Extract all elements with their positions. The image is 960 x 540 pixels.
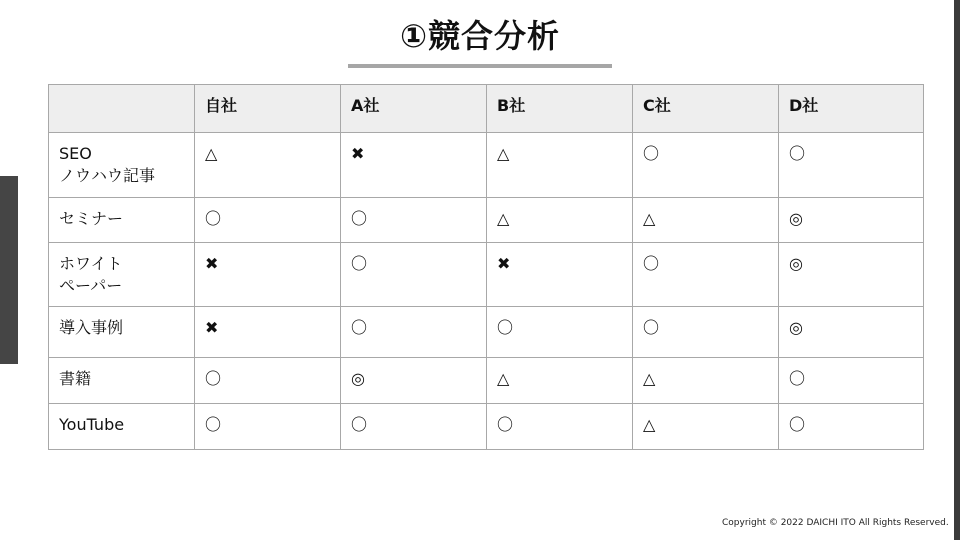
table-row: [49, 243, 924, 307]
rating-cell: [779, 243, 924, 307]
rating-mark: 〇: [643, 254, 660, 273]
rating-mark: ✖: [497, 254, 511, 273]
rating-mark: △: [643, 415, 656, 434]
row-label: 書籍: [49, 358, 195, 404]
rating-cell: [341, 307, 487, 358]
rating-cell: [195, 307, 341, 358]
rating-mark: 〇: [789, 369, 806, 388]
rating-mark: △: [497, 144, 510, 163]
rating-cell: [487, 198, 633, 243]
rating-cell: [195, 358, 341, 404]
rating-mark: 〇: [205, 415, 222, 434]
rating-mark: ◎: [351, 369, 365, 388]
row-label: YouTube: [49, 404, 195, 450]
rating-cell: [779, 307, 924, 358]
rating-cell: [341, 243, 487, 307]
title-underline: [348, 64, 612, 68]
rating-cell: [195, 243, 341, 307]
rating-cell: [195, 198, 341, 243]
rating-mark: ✖: [205, 254, 219, 273]
rating-mark: ◎: [789, 318, 803, 337]
rating-cell: [779, 358, 924, 404]
header-cell-company-d: D社: [779, 85, 924, 133]
rating-mark: 〇: [497, 318, 514, 337]
row-label: 導入事例: [49, 307, 195, 358]
rating-cell: [341, 133, 487, 198]
rating-mark: 〇: [643, 144, 660, 163]
header-cell-company-b: B社: [487, 85, 633, 133]
rating-mark: △: [497, 369, 510, 388]
table-header: [49, 85, 924, 133]
table-row: [49, 358, 924, 404]
rating-mark: 〇: [351, 254, 368, 273]
rating-mark: 〇: [351, 415, 368, 434]
rating-mark: 〇: [497, 415, 514, 434]
right-edge-bar: [954, 0, 960, 540]
row-label: セミナー: [49, 198, 195, 243]
rating-cell: [633, 243, 779, 307]
table-row: [49, 307, 924, 358]
rating-mark: 〇: [351, 318, 368, 337]
rating-mark: 〇: [351, 209, 368, 228]
rating-mark: △: [205, 144, 218, 163]
rating-mark: 〇: [643, 318, 660, 337]
rating-cell: [779, 133, 924, 198]
rating-cell: [779, 404, 924, 450]
left-side-tab: [0, 176, 18, 364]
slide-title: ①競合分析: [399, 17, 561, 55]
rating-mark: ✖: [351, 144, 365, 163]
rating-cell: [341, 198, 487, 243]
rating-cell: [487, 243, 633, 307]
rating-cell: [341, 404, 487, 450]
table-row: [49, 198, 924, 243]
table-body: [49, 133, 924, 450]
rating-cell: [341, 358, 487, 404]
header-row: [49, 85, 924, 133]
rating-cell: [633, 307, 779, 358]
copyright-text: Copyright © 2022 DAICHI ITO All Rights Reserved.: [722, 518, 949, 528]
rating-cell: [779, 198, 924, 243]
rating-cell: [633, 198, 779, 243]
rating-cell: [633, 133, 779, 198]
rating-mark: △: [643, 369, 656, 388]
rating-mark: 〇: [205, 209, 222, 228]
rating-cell: [487, 133, 633, 198]
rating-mark: 〇: [205, 369, 222, 388]
rating-cell: [633, 358, 779, 404]
row-label: SEO ノウハウ記事: [49, 133, 195, 198]
rating-cell: [633, 404, 779, 450]
rating-cell: [487, 404, 633, 450]
header-cell-company-a: A社: [341, 85, 487, 133]
rating-mark: △: [497, 209, 510, 228]
rating-mark: △: [643, 209, 656, 228]
header-cell-corner: [49, 85, 195, 133]
rating-cell: [487, 358, 633, 404]
rating-cell: [195, 133, 341, 198]
header-cell-company-c: C社: [633, 85, 779, 133]
rating-mark: ◎: [789, 254, 803, 273]
header-cell-own-company: 自社: [195, 85, 341, 133]
rating-mark: ◎: [789, 209, 803, 228]
table-row: [49, 404, 924, 450]
row-label: ホワイト ペーパー: [49, 243, 195, 307]
table-row: [49, 133, 924, 198]
rating-cell: [195, 404, 341, 450]
rating-mark: ✖: [205, 318, 219, 337]
rating-mark: 〇: [789, 415, 806, 434]
rating-cell: [487, 307, 633, 358]
competitor-comparison-table: [48, 84, 924, 450]
rating-mark: 〇: [789, 144, 806, 163]
